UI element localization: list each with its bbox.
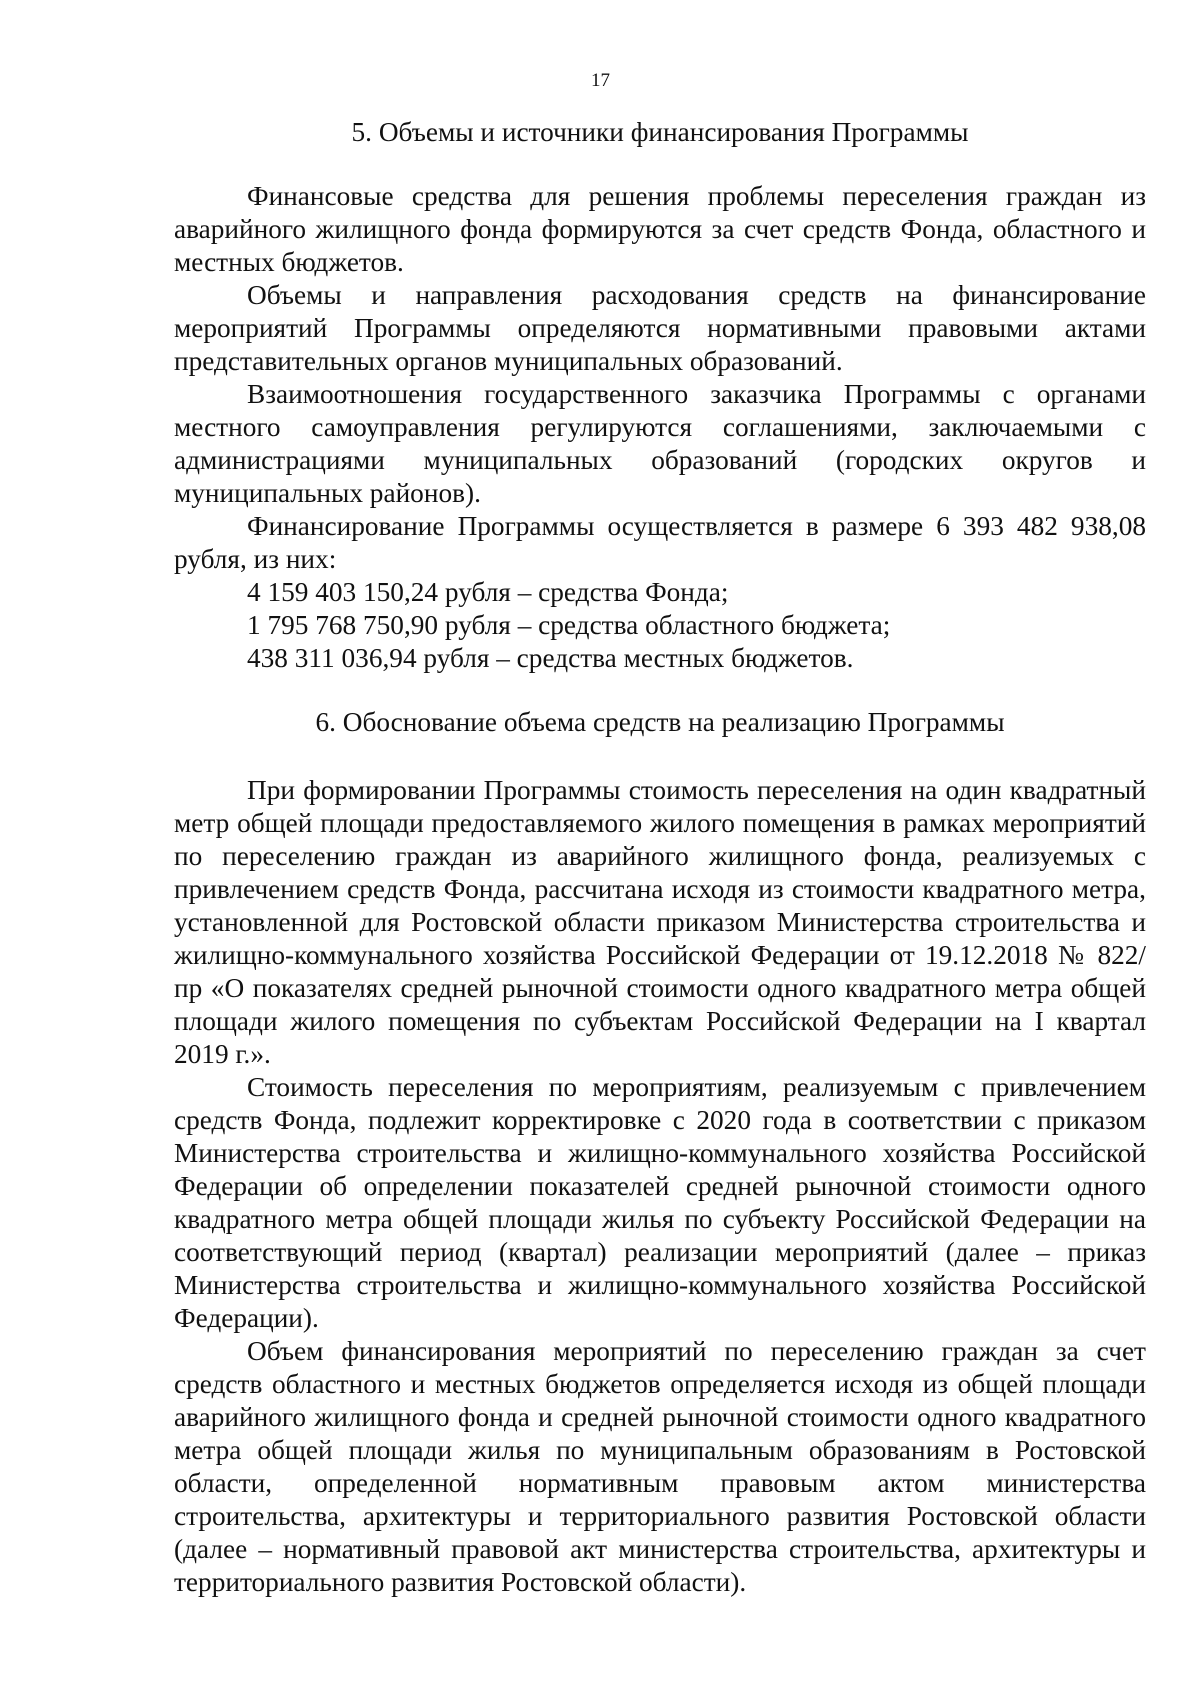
section-6-paragraph-2: Стоимость переселения по мероприятиям, реализуемым с привлечением средств Фонда, подлежит корректировке с 2020 года в соответствии с приказом Министерства строительства и жилищно-коммунального хозяйства Российской Федерации об определении показателей средней рыночной стоимости одного квадратного метра общей площади жилья по субъекту Российской Федерации на соответствующий период (квартал) реализации мероприятий (далее – приказ Министерства строительства и жилищно-коммунального хозяйства Российской Федерации).: [174, 1072, 1146, 1333]
section-5-paragraph-3: Взаимоотношения государственного заказчика Программы с органами местного самоуправления регулируются соглашениями, заключаемыми с администрациями муниципальных образований (городских округов и муниципальных районов).: [174, 379, 1146, 508]
section-5-paragraph-2: Объемы и направления расходования средств на финансирование мероприятий Программы определяются нормативными правовыми актами представительных органов муниципальных образований.: [174, 280, 1146, 376]
funding-line-fund: 4 159 403 150,24 рубля – средства Фонда;: [247, 577, 729, 607]
section-6-title: 6. Обоснование объема средств на реализацию Программы: [315, 707, 1005, 737]
section-5-paragraph-4: Финансирование Программы осуществляется в размере 6 393 482 938,08 рубля, из них:: [174, 511, 1146, 574]
page-number: 17: [591, 70, 610, 91]
document-body: [174, 112, 1146, 1599]
section-6-paragraph-3: Объем финансирования мероприятий по переселению граждан за счет средств областного и местных бюджетов определяется исходя из общей площади аварийного жилищного фонда и средней рыночной стоимости одного квадратного метра общей площади жилья по муниципальным образованиям в Ростовской области, определенной нормативным правовым актом министерства строительства, архитектуры и территориального развития Ростовской области (далее – нормативный правовой акт министерства строительства, архитектуры и территориального развития Ростовской области).: [174, 1336, 1146, 1597]
funding-line-local: 438 311 036,94 рубля – средства местных бюджетов.: [247, 643, 854, 673]
section-6-paragraph-1: При формировании Программы стоимость переселения на один квадратный метр общей площади предоставляемого жилого помещения в рамках мероприятий по переселению граждан из аварийного жилищного фонда, реализуемых с привлечением средств Фонда, рассчитана исходя из стоимости квадратного метра, установленной для Ростовской области приказом Министерства строительства и жилищно-коммунального хозяйства Российской Федерации от 19.12.2018 № 822/пр «О показателях средней рыночной стоимости одного квадратного метра общей площади жилого помещения по субъектам Российской Федерации на I квартал 2019 г.».: [174, 775, 1146, 1069]
section-5-paragraph-1: Финансовые средства для решения проблемы переселения граждан из аварийного жилищного фонда формируются за счет средств Фонда, областного и местных бюджетов.: [174, 181, 1146, 277]
funding-line-regional: 1 795 768 750,90 рубля – средства областного бюджета;: [247, 610, 891, 640]
section-5-title: 5. Объемы и источники финансирования Программы: [351, 117, 969, 147]
